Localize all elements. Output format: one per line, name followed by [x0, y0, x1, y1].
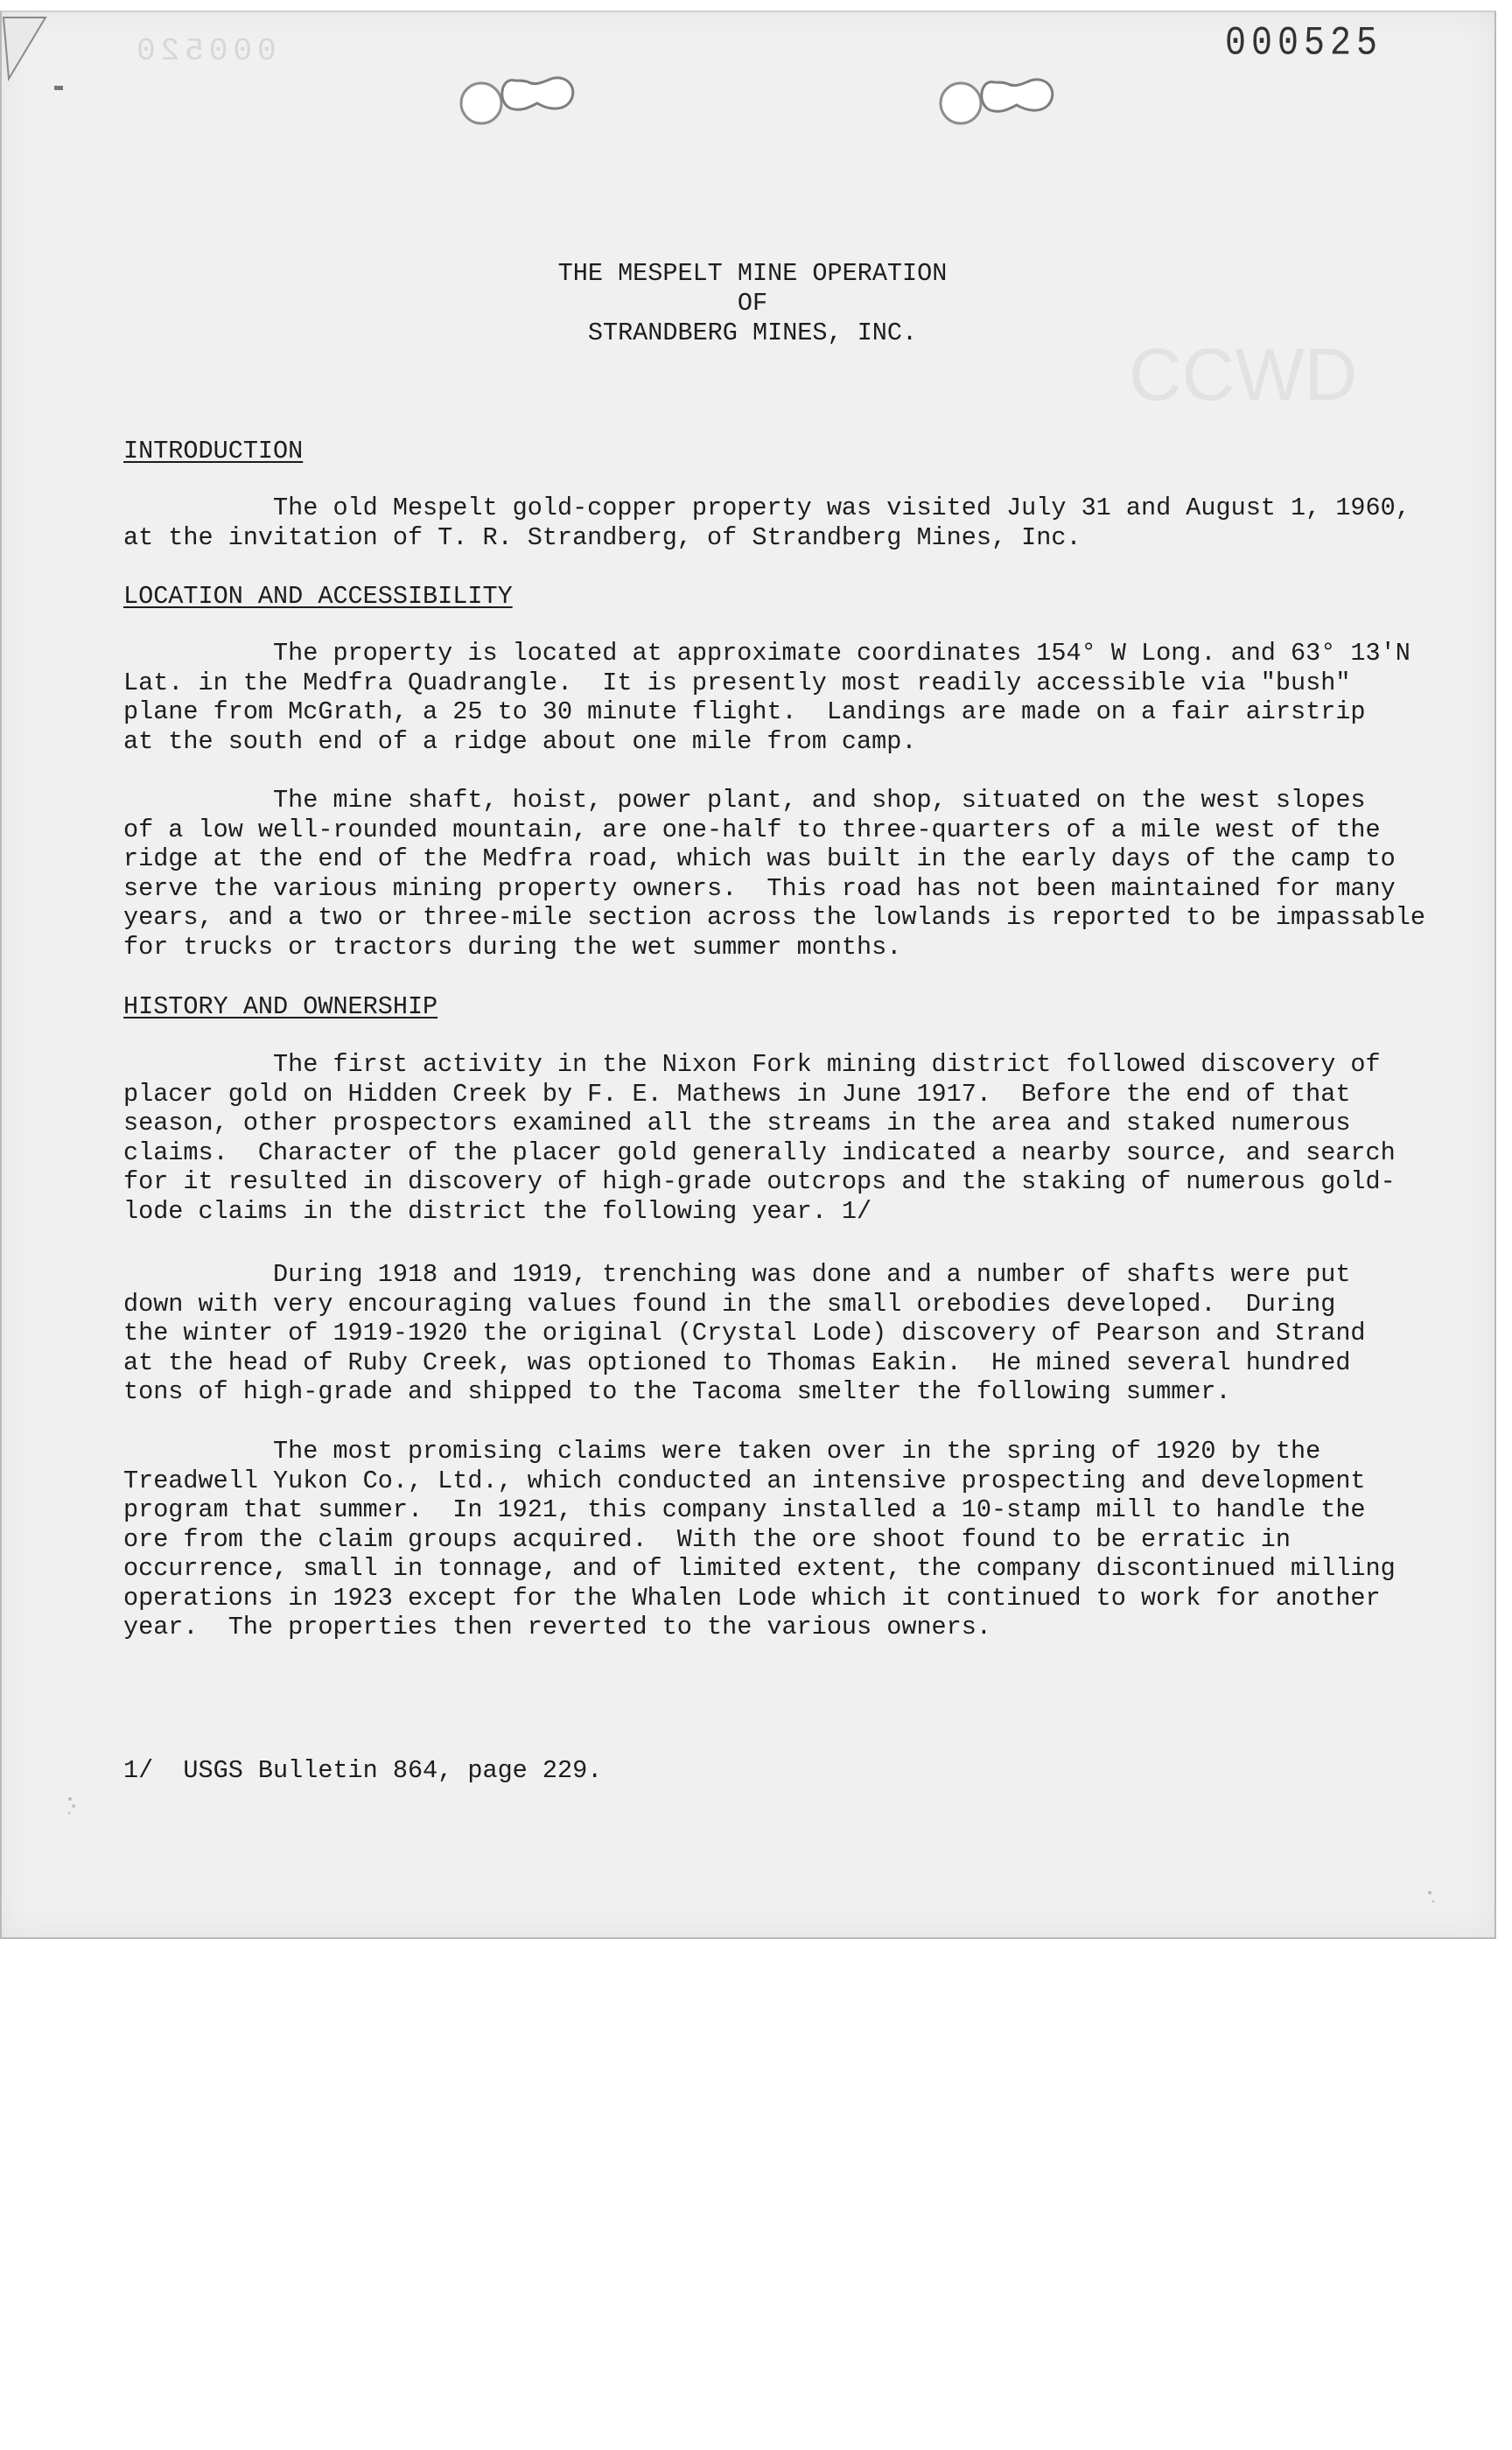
text-line: season, other prospectors examined all the streams in the area and staked numerous — [123, 1109, 1351, 1138]
scuff-mark — [1423, 1886, 1440, 1912]
footnote: 1/ USGS Bulletin 864, page 229. — [123, 1756, 603, 1785]
introduction-heading: INTRODUCTION — [123, 437, 304, 466]
text-line: During 1918 and 1919, trenching was done and a number of shafts were put — [123, 1260, 1351, 1289]
text-line: claims. Character of the placer gold generally indicated a nearby source, and search — [123, 1138, 1396, 1167]
location-paragraph-1 — [123, 639, 1418, 756]
location-paragraph-2 — [123, 786, 1425, 962]
title-line-2: OF — [737, 289, 768, 318]
text-line: at the invitation of T. R. Strandberg, of Strandberg Mines, Inc. — [123, 522, 1082, 552]
text-line: occurrence, small in tonnage, and of limited extent, the company discontinued milling — [123, 1554, 1396, 1583]
text-line: for it resulted in discovery of high-grade outcrops and the staking of numerous gold- — [123, 1167, 1396, 1196]
introduction-paragraph — [123, 494, 1418, 552]
bleed-through-text: CCWD — [1129, 333, 1358, 416]
text-line: at the south end of a ridge about one mile from camp. — [123, 726, 917, 756]
text-line: The first activity in the Nixon Fork mining district followed discovery of — [123, 1050, 1381, 1079]
history-heading: HISTORY AND OWNERSHIP — [123, 992, 438, 1021]
text-line: down with very encouraging values found in the small orebodies developed. During — [123, 1289, 1336, 1319]
text-line: operations in 1923 except for the Whalen Lode which it continued to work for another — [123, 1583, 1381, 1613]
punch-hole-icon — [936, 68, 1068, 130]
history-paragraph-2 — [123, 1260, 1418, 1407]
text-line: program that summer. In 1921, this company installed a 10-stamp mill to handle the — [123, 1495, 1366, 1524]
scuff-mark — [65, 1794, 82, 1820]
text-line: ridge at the end of the Medfra road, which was built in the early days of the camp to — [123, 844, 1396, 873]
text-line: ore from the claim groups acquired. With the ore shoot found to be erratic in — [123, 1524, 1292, 1554]
text-line: plane from McGrath, a 25 to 30 minute flight. Landings are made on a fair airstrip — [123, 697, 1366, 726]
document-number: 000525 — [1225, 21, 1383, 67]
text-line: The most promising claims were taken over in the spring of 1920 by the — [123, 1437, 1321, 1466]
text-line: The old Mespelt gold-copper property was visited July 31 and August 1, 1960, — [123, 494, 1410, 522]
punch-hole-icon — [457, 65, 588, 126]
text-line: years, and a two or three-mile section across the lowlands is reported to be impassable — [123, 903, 1425, 932]
bleed-through-number: 000520 — [131, 33, 276, 69]
text-line: tons of high-grade and shipped to the Tacoma smelter the following summer. — [123, 1377, 1231, 1406]
ink-mark — [54, 86, 63, 90]
location-heading: LOCATION AND ACCESSIBILITY — [123, 582, 513, 611]
history-paragraph-3 — [123, 1437, 1418, 1642]
title-line-1: THE MESPELT MINE OPERATION — [557, 259, 948, 288]
text-line: The property is located at approximate coordinates 154° W Long. and 63° 13'N — [123, 639, 1410, 668]
folded-corner-icon — [0, 16, 61, 86]
text-line: placer gold on Hidden Creek by F. E. Mathews in June 1917. Before the end of that — [123, 1079, 1351, 1109]
text-line: at the head of Ruby Creek, was optioned to Thomas Eakin. He mined several hundred — [123, 1348, 1351, 1377]
title-line-3: STRANDBERG MINES, INC. — [587, 318, 918, 347]
history-paragraph-1 — [123, 1050, 1418, 1226]
text-line: Lat. in the Medfra Quadrangle. It is presently most readily accessible via "bush" — [123, 668, 1351, 697]
text-line: the winter of 1919-1920 the original (Crystal Lode) discovery of Pearson and Strand — [123, 1319, 1366, 1348]
text-line: year. The properties then reverted to the various owners. — [123, 1613, 991, 1642]
text-line: The mine shaft, hoist, power plant, and shop, situated on the west slopes — [123, 786, 1366, 815]
text-line: serve the various mining property owners. This road has not been maintained for many — [123, 873, 1396, 903]
text-line: lode claims in the district the following year. 1/ — [123, 1196, 872, 1226]
text-line: of a low well-rounded mountain, are one-half to three-quarters of a mile west of the — [123, 815, 1381, 844]
text-line: Treadwell Yukon Co., Ltd., which conducted an intensive prospecting and development — [123, 1466, 1366, 1495]
text-line: for trucks or tractors during the wet summer months. — [123, 932, 902, 962]
